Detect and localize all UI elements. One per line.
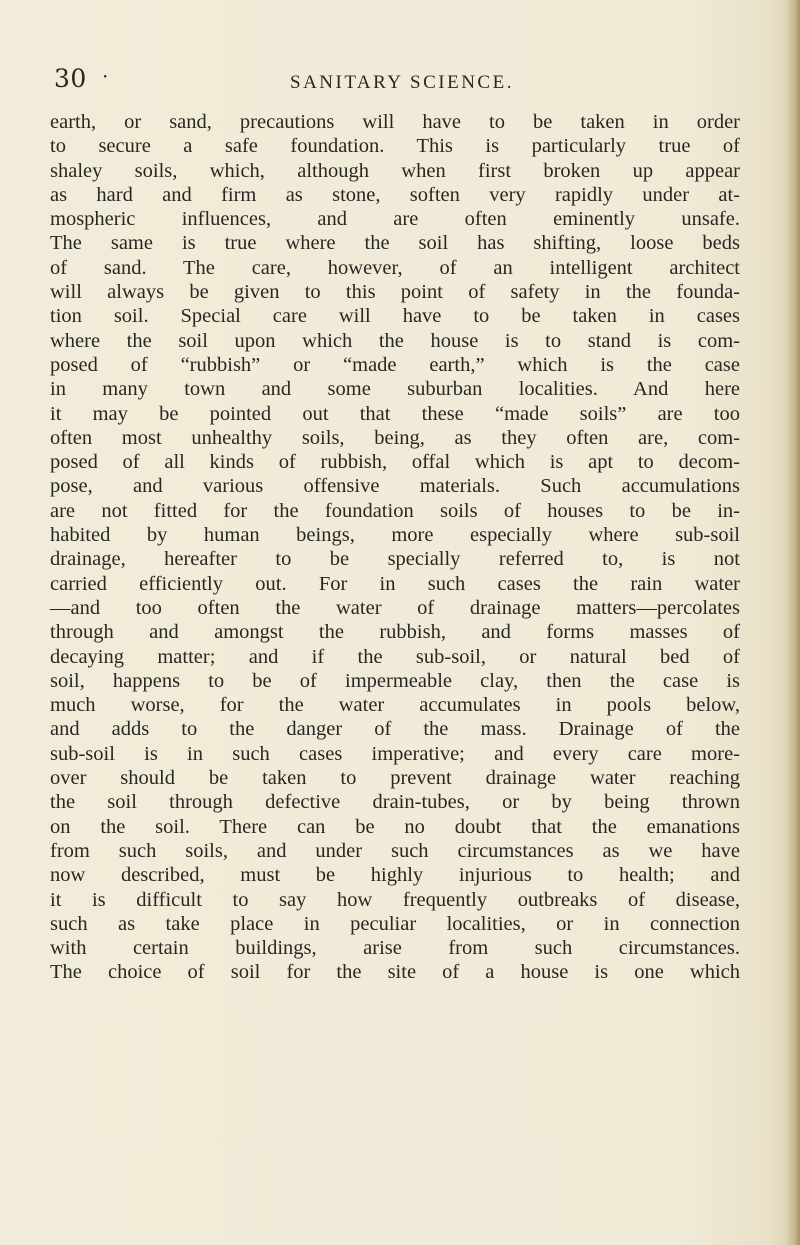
text-line: tion soil. Special care will have to be taken in cases [50, 305, 740, 328]
text-line: —and too often the water of drainage matters—percolates [50, 596, 740, 619]
text-line: in many town and some suburban localities. And here [50, 378, 740, 401]
text-line: mospheric influences, and are often eminently unsafe. [50, 208, 740, 231]
text-line: where the soil upon which the house is to stand is com- [50, 329, 740, 352]
text-line: The choice of soil for the site of a house is one which [50, 961, 740, 984]
header-separator: · [102, 64, 109, 88]
text-line: will always be given to this point of safety in the founda- [50, 281, 740, 304]
text-line: of sand. The care, however, of an intelligent architect [50, 256, 740, 279]
text-line: it is difficult to say how frequently outbreaks of disease, [50, 888, 740, 911]
text-line: soil, happens to be of impermeable clay, then the case is [50, 669, 740, 692]
text-line: the soil through defective drain-tubes, or by being thrown [50, 791, 740, 814]
text-line: as hard and firm as stone, soften very rapidly under at- [50, 183, 740, 206]
text-line: from such soils, and under such circumstances as we have [50, 839, 740, 862]
text-line: earth, or sand, precautions will have to be taken in order [50, 111, 740, 133]
text-line: such as take place in peculiar localities, or in connection [50, 912, 740, 935]
text-line: often most unhealthy soils, being, as they often are, com- [50, 426, 740, 449]
text-line: drainage, hereafter to be specially referred to, is not [50, 548, 740, 571]
page-header [50, 58, 730, 98]
running-title: SANITARY SCIENCE. [290, 72, 514, 93]
text-line: are not fitted for the foundation soils of houses to be in- [50, 499, 740, 522]
text-line: decaying matter; and if the sub-soil, or natural bed of [50, 645, 740, 668]
text-line: carried efficiently out. For in such cases the rain water [50, 572, 740, 595]
text-line: with certain buildings, arise from such circumstances. [50, 937, 740, 960]
text-line: shaley soils, which, although when first broken up appear [50, 159, 740, 182]
text-line: and adds to the danger of the mass. Drainage of the [50, 718, 740, 741]
text-line: habited by human beings, more especially where sub-soil [50, 524, 740, 547]
text-line: The same is true where the soil has shifting, loose beds [50, 232, 740, 255]
text-line: now described, must be highly injurious to health; and [50, 864, 740, 887]
text-line: to secure a safe foundation. This is particularly true of [50, 135, 740, 158]
body-text [50, 110, 740, 985]
text-line: much worse, for the water accumulates in pools below, [50, 694, 740, 717]
text-line: pose, and various offensive materials. Such accumulations [50, 475, 740, 498]
page-edge-shadow [786, 0, 800, 1245]
text-line: posed of all kinds of rubbish, offal which is apt to decom- [50, 451, 740, 474]
text-line: sub-soil is in such cases imperative; and every care more- [50, 742, 740, 765]
text-line: posed of “rubbish” or “made earth,” which is the case [50, 353, 740, 376]
page-number: 30 [54, 64, 87, 93]
text-line: over should be taken to prevent drainage water reaching [50, 767, 740, 790]
text-line: through and amongst the rubbish, and forms masses of [50, 621, 740, 644]
text-line: on the soil. There can be no doubt that the emanations [50, 815, 740, 838]
text-line: it may be pointed out that these “made soils” are too [50, 402, 740, 425]
